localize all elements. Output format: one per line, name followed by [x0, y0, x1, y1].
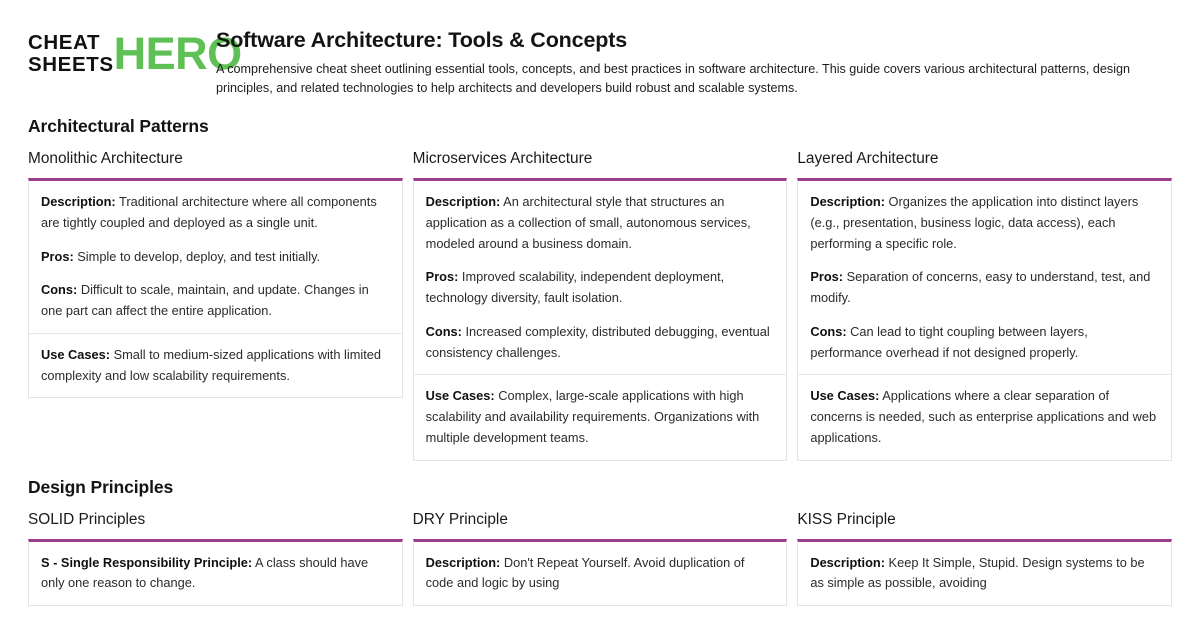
card-title: Microservices Architecture	[412, 150, 593, 168]
header-text-block	[216, 26, 1172, 98]
entry-label: Cons:	[810, 323, 847, 339]
card-entry	[426, 553, 775, 594]
entry-text: A class should have only one reason to change.	[41, 554, 369, 591]
card-entry	[810, 267, 1159, 308]
card-body	[413, 178, 788, 460]
entry-text: An architectural style that structures an application as a collection of small, autonomous services, modeled around a business domain.	[425, 194, 751, 251]
entry-label: Description:	[810, 194, 885, 210]
card-entry	[41, 192, 390, 233]
card-entry	[810, 386, 1159, 448]
entry-text: Applications where a clear separation of concerns is needed, such as enterprise applications and web applications.	[810, 388, 1157, 445]
section	[28, 477, 1172, 607]
section	[28, 116, 1172, 460]
card-grid	[28, 149, 1172, 460]
entry-label: Description:	[41, 194, 116, 210]
card-entry	[810, 322, 1159, 363]
card-entry	[426, 267, 775, 308]
card-entry	[426, 322, 775, 363]
card-title: Monolithic Architecture	[28, 150, 183, 168]
entry-label: Description:	[425, 194, 501, 210]
card-body	[28, 539, 403, 606]
card-body	[797, 178, 1172, 460]
entry-label: Description:	[425, 554, 501, 570]
card-grid	[28, 510, 1172, 607]
card-block	[414, 374, 787, 459]
card-entry	[810, 553, 1159, 594]
entry-text: Complex, large-scale applications with high scalability and availability requirements. Organizations with multiple development teams.	[425, 388, 760, 445]
card-entry	[41, 345, 390, 386]
entry-text: Keep It Simple, Stupid. Design systems to be as simple as possible, avoiding	[810, 554, 1145, 591]
card-block	[414, 542, 787, 605]
entry-text: Increased complexity, distributed debugging, eventual consistency challenges.	[425, 323, 770, 360]
entry-text: Traditional architecture where all components are tightly coupled and deployed as a single unit.	[41, 194, 377, 231]
card-block	[29, 181, 402, 333]
entry-label: Use Cases:	[41, 346, 111, 362]
card	[28, 149, 403, 398]
card-block	[798, 542, 1171, 605]
card	[797, 149, 1172, 460]
card-title: DRY Principle	[412, 510, 508, 528]
card-block	[29, 333, 402, 397]
section-title: Architectural Patterns	[28, 116, 209, 137]
page-title: Software Architecture: Tools & Concepts	[216, 28, 628, 52]
card-title: KISS Principle	[797, 510, 896, 528]
card-block	[798, 181, 1171, 374]
logo-word-cheat: CHEAT	[28, 31, 101, 54]
entry-text: Difficult to scale, maintain, and update. Changes in one part can affect the entire application.	[41, 282, 369, 319]
entry-text: Separation of concerns, easy to understand, test, and modify.	[810, 269, 1151, 306]
card-block	[29, 542, 402, 605]
page-subtitle: A comprehensive cheat sheet outlining essential tools, concepts, and best practices in software architecture. This guide covers various architectural patterns, design principles, and related technologies to help architects and developers build robust and scalable systems.	[216, 61, 1131, 95]
card-body	[797, 539, 1172, 606]
entry-label: Pros:	[41, 248, 74, 264]
card-body	[413, 539, 788, 606]
card-entry	[426, 386, 775, 448]
sections-root	[28, 116, 1172, 606]
card	[28, 510, 403, 607]
card-title: Layered Architecture	[797, 150, 939, 168]
card-entry	[41, 280, 390, 321]
entry-label: Pros:	[425, 269, 459, 285]
logo-row	[28, 28, 242, 80]
brand-logo	[28, 26, 242, 80]
entry-text: Organizes the application into distinct layers (e.g., presentation, business logic, data access), each performing a specific role.	[810, 194, 1139, 251]
entry-label: S - Single Responsibility Principle:	[41, 554, 253, 570]
entry-label: Use Cases:	[425, 388, 495, 404]
page-header	[28, 26, 1172, 98]
card-entry	[426, 192, 775, 254]
card-block	[798, 374, 1171, 459]
card-entry	[810, 192, 1159, 254]
card-entry	[41, 247, 390, 268]
entry-text: Can lead to tight coupling between layers, performance overhead if not designed properly.	[810, 323, 1088, 360]
card-block	[414, 181, 787, 374]
section-title: Design Principles	[28, 476, 174, 497]
entry-label: Use Cases:	[810, 388, 880, 404]
card	[413, 149, 788, 460]
entry-label: Pros:	[810, 269, 844, 285]
entry-label: Description:	[810, 554, 885, 570]
entry-text: Don't Repeat Yourself. Avoid duplication of code and logic by using	[425, 554, 745, 591]
entry-label: Cons:	[425, 323, 462, 339]
card-title: SOLID Principles	[28, 510, 146, 528]
entry-label: Cons:	[41, 282, 78, 298]
card	[797, 510, 1172, 607]
logo-wordmark-stack	[28, 32, 114, 76]
card-entry	[41, 553, 390, 594]
entry-text: Small to medium-sized applications with limited complexity and low scalability requirements.	[41, 346, 381, 383]
logo-word-hero: HERO	[113, 28, 242, 80]
logo-word-sheets: SHEETS	[28, 53, 114, 77]
entry-text: Improved scalability, independent deployment, technology diversity, fault isolation.	[425, 269, 725, 306]
card-body	[28, 178, 403, 398]
entry-text: Simple to develop, deploy, and test initially.	[73, 248, 321, 264]
card	[413, 510, 788, 607]
